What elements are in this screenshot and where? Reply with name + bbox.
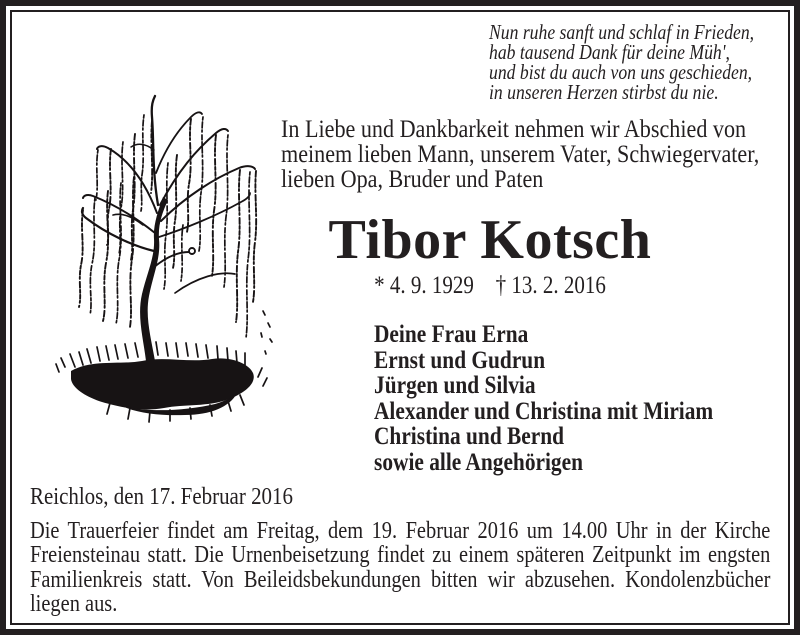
mourner-line: sowie alle Angehörigen <box>374 448 583 476</box>
intro-line: In Liebe und Dankbarkeit nehmen wir Abschied von <box>281 116 747 143</box>
birth-date: * 4. 9. 1929 <box>374 272 474 299</box>
deceased-name-block <box>280 210 700 272</box>
deceased-name: Tibor Kotsch <box>328 209 652 271</box>
mourner-line: Christina und Bernd <box>374 423 565 450</box>
mourner-line: Deine Frau Erna <box>374 321 529 348</box>
mourner-line: Alexander und Christina mit Miriam <box>374 397 714 425</box>
mourner-line: Ernst und Gudrun <box>374 346 546 374</box>
weeping-birch-tree-icon <box>25 55 295 465</box>
intro-line: meinem lieben Mann, unserem Vater, Schwiegervater, <box>281 141 760 168</box>
verse-line: und bist du auch von uns geschieden, <box>489 60 753 84</box>
place-and-date: Reichlos, den 17. Februar 2016 <box>30 483 293 510</box>
intro-line: lieben Opa, Bruder und Paten <box>281 166 544 193</box>
verse-line: in unseren Herzen stirbst du nie. <box>489 80 719 104</box>
life-dates <box>314 272 667 300</box>
death-date: † 13. 2. 2016 <box>495 272 606 299</box>
memorial-verse <box>489 22 754 102</box>
verse-line: Nun ruhe sanft und schlaf in Frieden, <box>489 20 755 44</box>
mourners-list <box>374 322 713 475</box>
funeral-details: Die Trauerfeier findet am Freitag, dem 19. Februar 2016 um 14.00 Uhr in der Kirche Freiensteinau statt. Die Urnenbeisetzung findet zu einem späteren Zeitpunkt im engsten Familienkreis statt. Von Beileidsbekundungen bitten wir abzusehen. Kondolenzbücher liegen aus. <box>30 518 771 617</box>
verse-line: hab tausend Dank für deine Müh', <box>489 40 730 64</box>
farewell-intro <box>281 117 759 192</box>
mourner-line: Jürgen und Silvia <box>374 372 536 399</box>
